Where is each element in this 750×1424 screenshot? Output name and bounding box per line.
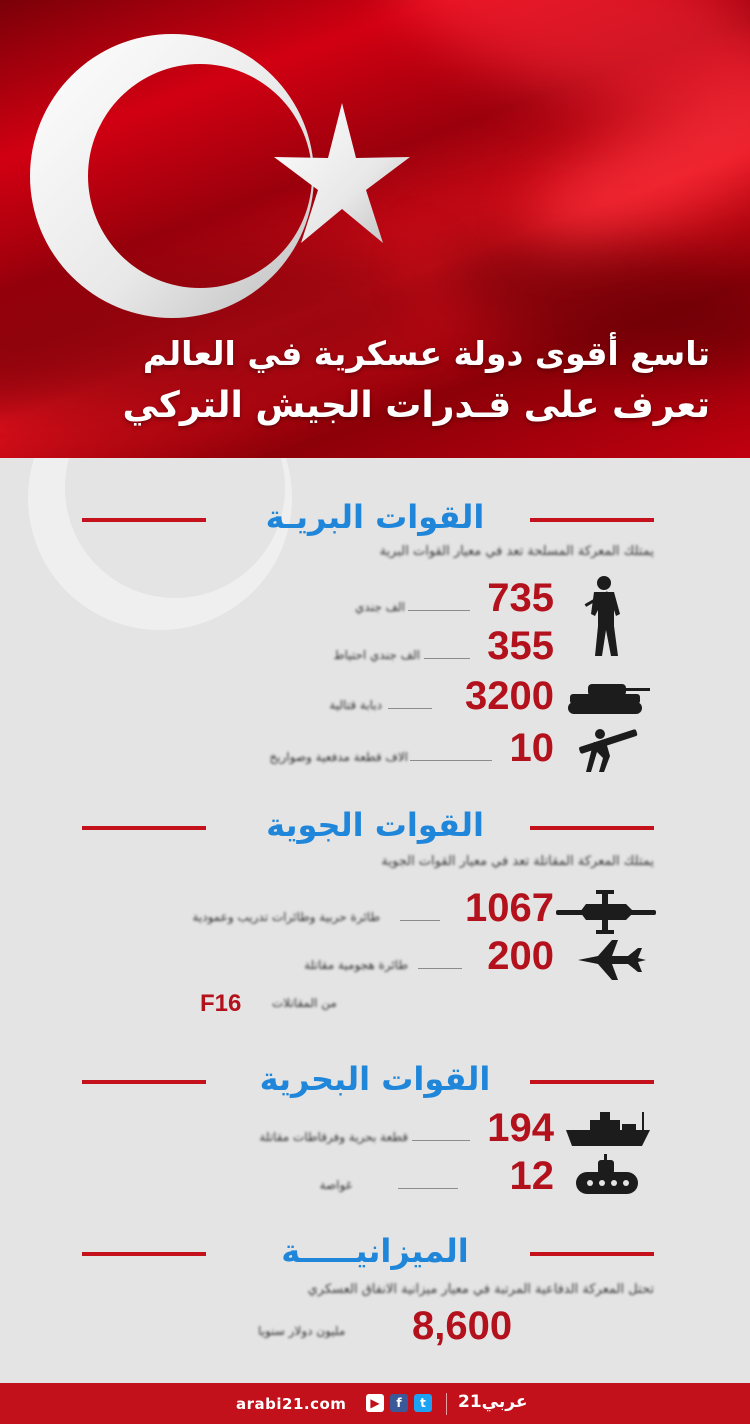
stat-label: الف جندي احتياط <box>333 648 420 662</box>
stat-row <box>0 574 750 622</box>
stat-row <box>0 622 750 670</box>
page-title <box>123 330 711 434</box>
section-land-header <box>0 494 750 544</box>
stat-label: غواصة <box>319 1178 352 1192</box>
section-air-header <box>0 802 750 852</box>
stat-value: 12 <box>509 1154 554 1198</box>
stat-value: 355 <box>487 624 554 668</box>
section-budget-header <box>0 1228 750 1278</box>
stat-label: طائرة حربية وطائرات تدريب وعمودية <box>192 910 380 924</box>
twitter-icon[interactable]: t <box>414 1394 432 1412</box>
flag-header <box>0 0 750 458</box>
aircraft-icon <box>556 888 656 938</box>
stat-label: دبابة قتالية <box>329 698 382 712</box>
tank-icon <box>566 676 656 722</box>
warship-icon <box>566 1106 650 1150</box>
submarine-icon <box>574 1154 644 1200</box>
stat-row <box>0 884 750 932</box>
section-subtitle: تحتل المعركة الدفاعية المرتبة في معيار ميزانية الانفاق العسكري <box>307 1282 654 1297</box>
facebook-icon[interactable]: f <box>390 1394 408 1412</box>
stat-row <box>0 932 750 980</box>
headline-2: تعرف على قـدرات الجيش التركي <box>122 385 710 426</box>
stat-row <box>0 1104 750 1152</box>
section-naval-header <box>0 1056 750 1106</box>
stat-value: 200 <box>487 934 554 978</box>
stat-row <box>0 1152 750 1200</box>
stat-row <box>0 724 750 772</box>
stat-value: 3200 <box>465 674 554 718</box>
section-title: القوات البحرية <box>259 1060 491 1098</box>
youtube-icon[interactable]: ▶ <box>366 1394 384 1412</box>
artillery-icon <box>574 724 644 776</box>
footer-bar <box>0 1383 750 1424</box>
stat-value: 735 <box>487 576 554 620</box>
stat-value: 10 <box>509 726 554 770</box>
stat-value: 1067 <box>465 886 554 930</box>
section-subtitle: يمتلك المعركة المقاتلة تعد في معيار القوات الجوية <box>381 854 654 869</box>
stat-label: طائرة هجومية مقاتلة <box>304 958 408 972</box>
stat-value: 194 <box>487 1106 554 1150</box>
budget-value: 8,600 <box>412 1304 513 1348</box>
f16-label: من المقاتلات <box>272 996 337 1010</box>
divider <box>446 1393 447 1415</box>
stat-row <box>0 672 750 720</box>
fighter-jet-icon <box>576 936 646 986</box>
section-subtitle: يمتلك المعركة المسلحة تعد في معيار القوات البرية <box>379 544 654 559</box>
stat-label: الاف قطعة مدفعية وصواريخ <box>269 750 408 764</box>
section-title: القوات الجوية <box>266 806 484 844</box>
section-title: القوات البريـة <box>265 498 485 536</box>
stat-label: الف جندي <box>355 600 405 614</box>
f16-value: F16 <box>200 990 242 1017</box>
site-link[interactable]: arabi21.com <box>236 1395 347 1413</box>
headline-1: تاسع أقوى دولة عسكرية في العالم <box>142 334 710 373</box>
brand-logo[interactable]: عربي21 <box>458 1392 528 1412</box>
section-title: الميزانيـــــة <box>281 1232 469 1270</box>
stat-label: قطعة بحرية وفرقاطات مقاتلة <box>259 1130 408 1144</box>
budget-label: مليون دولار سنويا <box>258 1324 346 1338</box>
